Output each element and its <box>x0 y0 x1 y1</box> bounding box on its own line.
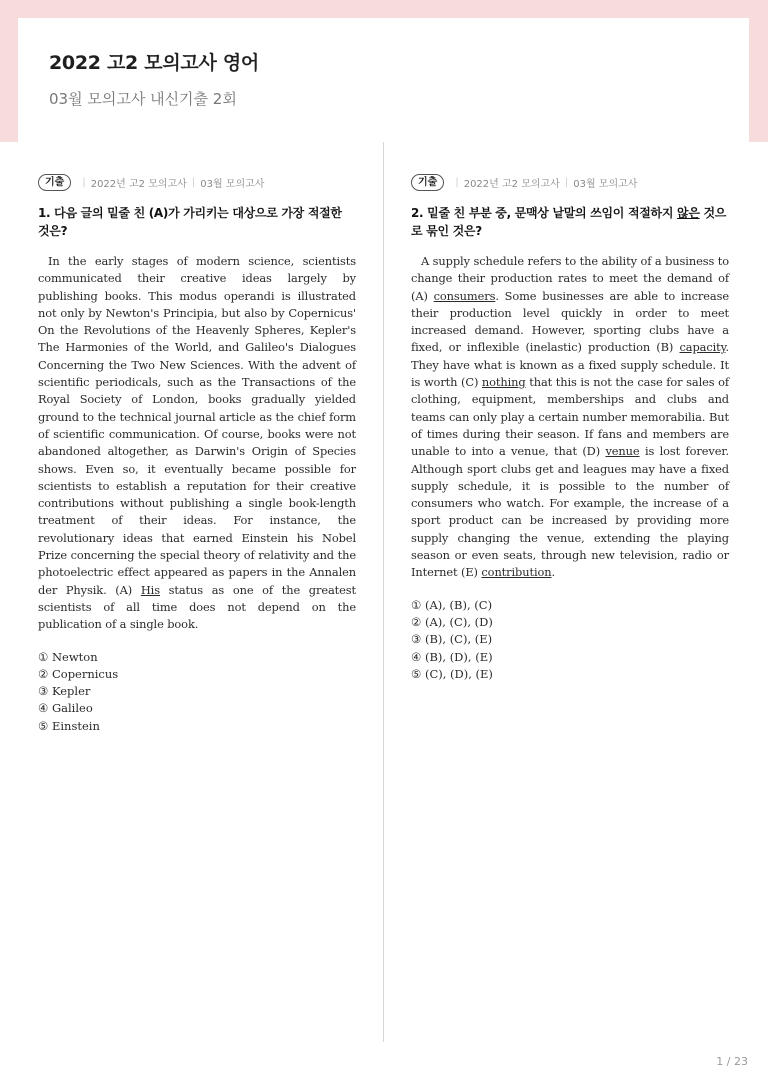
meta-separator: | <box>564 176 569 188</box>
answer-option[interactable]: ② Copernicus <box>38 666 119 681</box>
passage-text: . They have what is known as a fixed supply schedule. It is worth (C) <box>411 340 729 390</box>
passage-text: In the early stages of modern science, scientists communicated their creative ideas largely by publishing books. This modus operandi is illustrated not only by Newton's Principia, but also by Copernicus' On the Revolutions of the Heavenly Spheres, Kepler's The Harmonies of the World, and Galileo's Dialogues Concerning the Two New Sciences. With the advent of scientific periodicals, such as the Transactions of the Royal Society of London, books gradually yielded ground to the technical journal article as the chief form of scientific communication. Of course, books were not abandoned altogether, as Darwin's Origin of Species shows. Even so, it eventually became possible for scientists to establish a reputation for their creative contributions without publishing a single book-length treatment of their ideas. For instance, the revolutionary ideas that earned Einstein his Nobel Prize concerning the special theory of relativity and the photoelectric effect appeared as papers in the Annalen der Physik. (A) <box>38 254 356 597</box>
document-subtitle: 03월 모의고사 내신기출 2회 <box>49 90 237 108</box>
passage-text: is lost forever. Although sport clubs get and leagues may have a fixed supply schedule, it is possible to the number of consumers who watch. For example, the increase of a sport product can be increased by providing more supply changing the venue, extending the playing season or even seats, through new television, radio or Internet (E) <box>411 444 729 580</box>
meta-separator: | <box>455 176 459 188</box>
title-underlined: 않은 <box>677 206 700 220</box>
column-divider <box>383 142 384 1042</box>
meta-month: 03월 모의고사 <box>573 178 638 190</box>
header-card <box>18 18 749 142</box>
underlined-word: consumers <box>433 288 496 303</box>
page-number: 1 / 23 <box>716 1055 748 1068</box>
answer-option[interactable]: ⑤ Einstein <box>38 718 100 733</box>
question-meta <box>38 173 356 191</box>
question-meta <box>411 173 729 191</box>
question-passage <box>38 253 356 634</box>
answer-options <box>38 649 356 735</box>
passage-text: . Some businesses are able to increase their production level quickly in order to meet increased demand. However, sporting clubs have a fixed, or inflexible (inelastic) production (B) <box>411 288 729 355</box>
answer-option[interactable]: ⑤ (C), (D), (E) <box>411 666 493 681</box>
answer-option[interactable]: ③ (B), (C), (E) <box>411 632 493 647</box>
passage-text: that this is not the case for sales of clothing, equipment, memberships and clubs and teams can only play a certain number memorabilia. But of times during their season. If fans and members are unable to into a venue, that (D) <box>411 375 729 459</box>
answer-option[interactable]: ① (A), (B), (C) <box>411 597 493 612</box>
answer-option[interactable]: ③ Kepler <box>38 684 91 699</box>
question-title <box>411 204 729 240</box>
source-badge: 기출 <box>411 174 444 191</box>
answer-option[interactable]: ④ (B), (D), (E) <box>411 649 493 664</box>
passage-text: A supply schedule refers to the ability of a business to change their production rates to meet the demand of (A) <box>411 254 729 303</box>
underlined-word: contribution <box>481 565 552 580</box>
meta-month: 03월 모의고사 <box>200 178 265 190</box>
question-passage <box>411 253 729 582</box>
answer-option[interactable]: ① Newton <box>38 649 98 664</box>
passage-text: status as one of the greatest scientists of all time does not depend on the publication of a single book. <box>38 582 356 632</box>
underlined-word: nothing <box>481 375 526 390</box>
meta-year: 2022년 고2 모의고사 <box>90 178 187 190</box>
answer-option[interactable]: ④ Galileo <box>38 701 93 716</box>
passage-text: . <box>551 565 556 580</box>
question-1 <box>38 173 356 735</box>
source-badge: 기출 <box>38 174 71 191</box>
underlined-word: capacity <box>679 340 726 355</box>
meta-separator: | <box>82 176 86 188</box>
underlined-word: His <box>140 582 160 597</box>
meta-year: 2022년 고2 모의고사 <box>463 178 560 190</box>
question-2 <box>411 173 729 683</box>
answer-options <box>411 597 729 683</box>
underlined-word: venue <box>605 444 640 459</box>
document-title: 2022 고2 모의고사 영어 <box>49 52 259 74</box>
answer-option[interactable]: ② (A), (C), (D) <box>411 614 493 629</box>
meta-separator: | <box>191 176 196 188</box>
title-text: 것으로 묶인 것은? <box>411 206 727 238</box>
question-title: 1. 다음 글의 밑줄 친 (A)가 가리키는 대상으로 가장 적절한 것은? <box>38 206 342 238</box>
title-text: 2. 밑줄 친 부분 중, 문맥상 낱말의 쓰임이 적절하지 <box>411 206 678 220</box>
